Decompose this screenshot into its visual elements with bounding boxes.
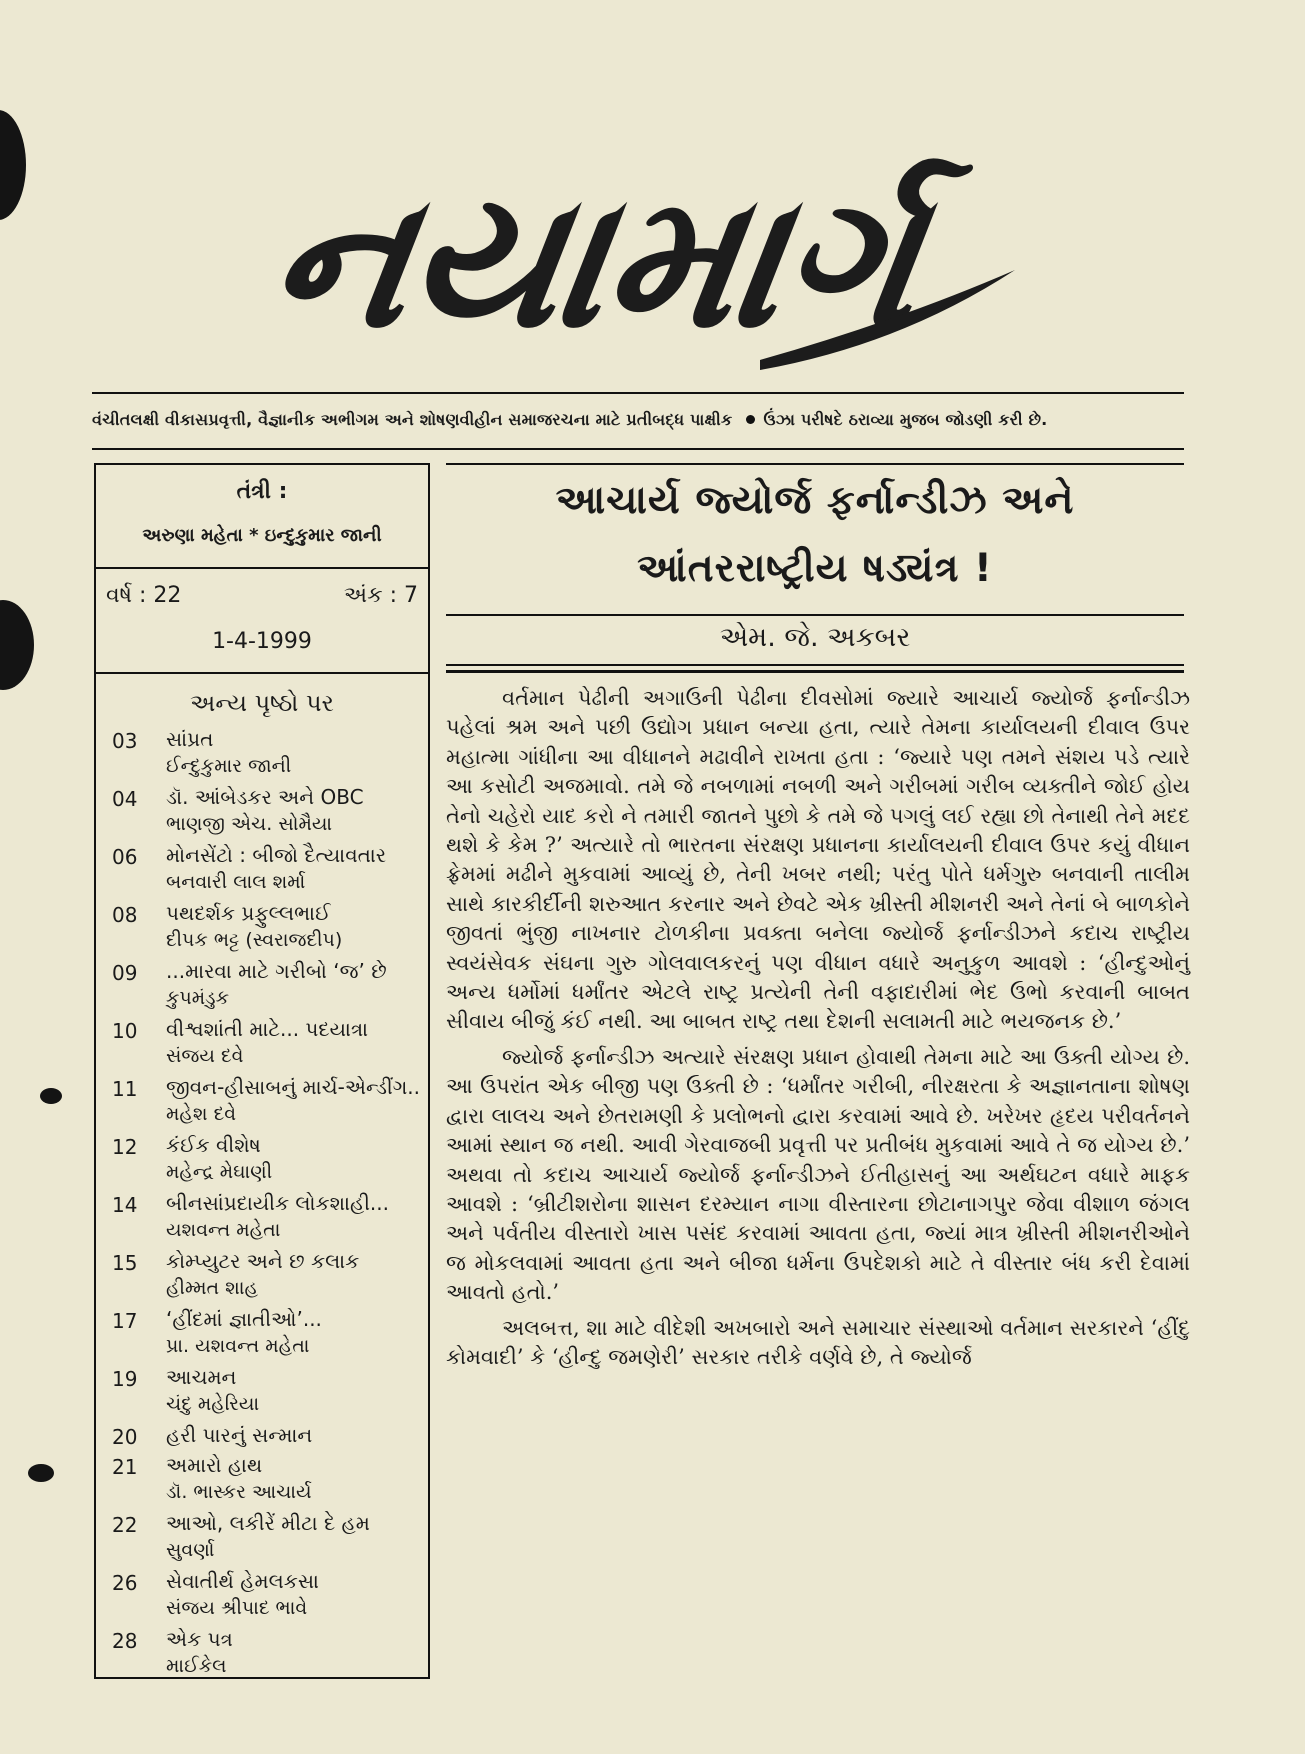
toc-item xyxy=(112,723,422,781)
toc-item xyxy=(112,955,422,1013)
toc-title: ‘હીંદમાં જ્ઞાતીઓ’... xyxy=(166,1307,322,1331)
toc-title: ડૉ. આંબેડકર અને OBC xyxy=(166,785,364,809)
toc-title: ...મારવા માટે ગરીબો ‘જ’ છે xyxy=(166,959,387,983)
tagline xyxy=(92,410,1184,430)
punch-hole xyxy=(0,600,34,690)
toc-author: સુવર્ણા xyxy=(166,1539,215,1561)
toc-author: મહેશ દવે xyxy=(166,1103,237,1125)
masthead-logo xyxy=(200,120,1030,390)
masthead-svg xyxy=(200,120,1030,390)
tagline-main: વંચીતલક્ષી વીકાસપ્રવૃત્તી, વૈજ્ઞાનીક અભીગમ અને શોષણવીહીન સમાજરચના માટે પ્રતીબદ્ધ પાક્ષીક xyxy=(92,410,733,429)
toc-item xyxy=(112,1245,422,1303)
toc-author: ભાણજી એચ. સોમૈયા xyxy=(166,813,333,835)
editor-names: અરુણા મહેતા * ઇન્દુકુમાર જાની xyxy=(142,525,382,546)
toc-item xyxy=(112,1507,422,1565)
toc-item xyxy=(112,1187,422,1245)
paragraph: જ્યોર્જ ફર્નાન્ડીઝ અત્યારે સંરક્ષણ પ્રધાન હોવાથી તેમના માટે આ ઉક્તી યોગ્ય છે. આ ઉપરાંત એક બીજી પણ ઉક્તી છે : ‘ધર્માંતર ગરીબી, નીરક્ષરતા કે અજ્ઞાનતાના શોષણ દ્વારા લાલચ અને છેતરામણી કે પ્રલોભનો દ્વારા કરવામાં આવે છે. ખરેખર હૃદય પરીવર્તનને આમાં સ્થાન જ નથી. આવી ગેરવાજબી પ્રવૃત્તી પર પ્રતીબંધ મુકવામાં આવે તે જ યોગ્ય છે.’ અથવા તો કદાચ આચાર્ય જ્યોર્જ ફર્નાન્ડીઝને ઈતીહાસનું આ અર્થઘટન વધારે માફક આવશે : ‘બ્રીટીશરોના શાસન દરમ્યાન નાગા વીસ્તારના છોટાનાગપુર જેવા વીશાળ જંગલ અને પર્વતીય વીસ્તારો ખાસ પસંદ કરવામાં આવતા હતા, જ્યાં માત્ર ખ્રીસ્તી મીશનરીઓને જ મોકલવામાં આવતા હતા અને બીજા ધર્મના ઉપદેશકો માટે તે વીસ્તાર બંધ કરી દેવામાં આવતો હતો.’ xyxy=(446,1044,1190,1305)
sidebar-rule xyxy=(96,672,428,674)
toc-item xyxy=(112,1129,422,1187)
toc-item xyxy=(112,839,422,897)
toc-page-number: 15 xyxy=(112,1251,138,1275)
issue-number: અંક : 7 xyxy=(343,583,418,608)
punch-hole xyxy=(28,1464,54,1482)
toc-author: ઈન્દુકુમાર જાની xyxy=(166,755,292,777)
sidebar-rule xyxy=(96,567,428,569)
toc-page-number: 19 xyxy=(112,1367,138,1391)
headline-line-2: આંતરરાષ્ટ્રીય ષડ્યંત્ર ! xyxy=(637,546,993,591)
toc-item xyxy=(112,1419,422,1449)
toc-title: અમારો હાથ xyxy=(166,1453,263,1477)
toc-title: સેવાતીર્થ હેમલકસા xyxy=(166,1569,319,1593)
toc-title: આઓ, લકીરેં મીટા દે હમ xyxy=(166,1511,370,1535)
toc-item xyxy=(112,1071,422,1129)
toc-title: હરી પારનું સન્માન xyxy=(166,1423,313,1447)
toc-author: માઈકેલ xyxy=(166,1655,227,1677)
toc-title: વીશ્વશાંતી માટે... પદયાત્રા xyxy=(166,1017,369,1041)
toc-author: ચંદુ મહેરિયા xyxy=(166,1393,260,1415)
byline: એમ. જે. અકબર xyxy=(719,622,911,653)
toc-author: પ્રા. યશવન્ત મહેતા xyxy=(166,1335,310,1357)
masthead-title: નયામાર્ગ xyxy=(257,152,934,369)
toc-item xyxy=(112,1303,422,1361)
paragraph: અલબત્ત, શા માટે વીદેશી અખબારો અને સમાચાર સંસ્થાઓ વર્તમાન સરકારને ‘હીંદુ કોમવાદી’ કે ‘હીન્દુ જમણેરી’ સરકાર તરીકે વર્ણવે છે, તે જ્યોર્જ xyxy=(446,1315,1190,1369)
toc-author: દીપક ભટ્ટ (સ્વરાજદીપ) xyxy=(166,929,343,951)
paragraph: વર્તમાન પેઢીની અગાઉની પેઢીના દીવસોમાં જ્યારે આચાર્ય જ્યોર્જ ફર્નાન્ડીઝ પહેલાં શ્રમ અને પછી ઉદ્યોગ પ્રધાન બન્યા હતા, ત્યારે તેમના કાર્યાલયની દીવાલ ઉપર મહાત્મા ગાંધીના આ વીધાનને મઢાવીને રાખતા હતા : ‘જ્યારે પણ તમને સંશય પડે ત્યારે આ કસોટી અજમાવો. તમે જે નબળામાં નબળી અને ગરીબમાં ગરીબ વ્યક્તીને જોઈ હોય તેનો ચહેરો યાદ કરો ને તમારી જાતને પુછો કે તમે જે પગલું લઈ રહ્યા છો તેનાથી તેને મદદ થશે કે કેમ ?’ અત્યારે તો ભારતના સંરક્ષણ પ્રધાનના કાર્યાલયની દીવાલ ઉપર કયું વીધાન ફ્રેમમાં મઢીને મુકવામાં આવ્યું છે, તેની ખબર નથી; પરંતુ પોતે ધર્મગુરુ બનવાની તાલીમ સાથે કારકીર્દીની શરુઆત કરનાર અને છેવટે એક ખ્રીસ્તી મીશનરી અને તેનાં બે બાળકોને જીવતાં ભુંજી નાખનાર ટોળકીના પ્રવક્તા બનેલા જ્યોર્જ ફર્નાન્ડીઝને કદાચ રાષ્ટ્રીય સ્વયંસેવક સંઘના ગુરુ ગોલવાલકરનું પણ વીધાન વધારે અનુકુળ આવશે : ‘હીન્દુઓનું અન્ય ધર્મોમાં ધર્માંતર એટલે રાષ્ટ્ર પ્રત્યેની તેની વફાદારીમાં ભેદ ઉભો કરવાની બાબત સીવાય બીજું કંઈ નથી. આ બાબત રાષ્ટ્ર તથા દેશની સલામતી માટે ભયજનક છે.’ xyxy=(446,686,1190,1034)
toc-item xyxy=(112,1565,422,1623)
toc-item xyxy=(112,1449,422,1507)
toc-author: કુપમંડુક xyxy=(166,987,230,1009)
toc-item xyxy=(112,1013,422,1071)
toc-page-number: 11 xyxy=(112,1077,138,1101)
toc-title: બીનસાંપ્રદાયીક લોકશાહી... xyxy=(166,1191,389,1215)
toc-item xyxy=(112,1623,422,1681)
toc-page-number: 21 xyxy=(112,1455,138,1479)
editor-label: તંત્રી : xyxy=(236,479,288,504)
toc-title: જીવન-હીસાબનું માર્ચ-એન્ડીંગ.. xyxy=(166,1075,421,1099)
toc-title: પથદર્શક પ્રફુલ્લભાઈ xyxy=(166,901,331,925)
toc-page-number: 06 xyxy=(112,845,138,869)
toc-author: સંજય દવે xyxy=(166,1045,244,1067)
toc-title: સાંપ્રત xyxy=(166,727,214,751)
toc-author: હીમ્મત શાહ xyxy=(166,1277,258,1299)
toc-page-number: 26 xyxy=(112,1571,138,1595)
article-body xyxy=(446,684,1190,1372)
toc-page-number: 17 xyxy=(112,1309,138,1333)
sidebar-box xyxy=(94,463,430,1679)
tagline-rule-bottom xyxy=(92,448,1184,450)
toc-page-number: 20 xyxy=(112,1425,138,1449)
toc-item xyxy=(112,781,422,839)
punch-hole xyxy=(40,1088,62,1104)
toc-page-number: 10 xyxy=(112,1019,138,1043)
toc-item xyxy=(112,897,422,955)
toc-page-number: 28 xyxy=(112,1629,138,1653)
byline-rule-thick xyxy=(446,670,1184,673)
toc-author: ડૉ. ભાસ્કર આચાર્ય xyxy=(166,1481,312,1503)
volume-number: વર્ષ : 22 xyxy=(106,583,182,608)
toc-title: કંઈક વીશેષ xyxy=(166,1133,261,1157)
toc-title: આચમન xyxy=(166,1365,237,1389)
toc-title: કોમ્પ્યુટર અને છ કલાક xyxy=(166,1249,360,1273)
byline-rule xyxy=(446,664,1184,666)
toc-page-number: 04 xyxy=(112,787,138,811)
punch-hole xyxy=(0,110,26,220)
toc-page-number: 22 xyxy=(112,1513,138,1537)
toc-author: સંજય શ્રીપાદ ભાવે xyxy=(166,1597,308,1619)
toc-item xyxy=(112,1361,422,1419)
toc-page-number: 14 xyxy=(112,1193,138,1217)
toc-page-number: 12 xyxy=(112,1135,138,1159)
toc-title: એક પત્ર xyxy=(166,1627,233,1651)
tagline-rule-top xyxy=(92,392,1184,394)
toc-author: યશવન્ત મહેતા xyxy=(166,1219,281,1241)
table-of-contents xyxy=(112,723,422,1681)
bullet-icon xyxy=(746,415,755,424)
headline-line-1: આચાર્ય જ્યોર્જ ફર્નાન્ડીઝ અને xyxy=(555,478,1075,523)
toc-author: મહેન્દ્ર મેઘાણી xyxy=(166,1161,273,1183)
toc-page-number: 09 xyxy=(112,961,138,985)
toc-page-number: 08 xyxy=(112,903,138,927)
toc-author: બનવારી લાલ શર્મા xyxy=(166,871,306,893)
issue-date: 1-4-1999 xyxy=(212,629,312,654)
tagline-note: ઉંઝા પરીષદે ઠરાવ્યા મુજબ જોડણી કરી છે. xyxy=(763,410,1048,429)
toc-title: મોનસેંટો : બીજો દૈત્યાવતાર xyxy=(166,843,387,867)
headline-rule xyxy=(446,614,1184,616)
article-rule-top xyxy=(446,463,1184,465)
toc-page-number: 03 xyxy=(112,729,138,753)
toc-heading: અન્ય પૃષ્ઠો પર xyxy=(190,689,334,717)
